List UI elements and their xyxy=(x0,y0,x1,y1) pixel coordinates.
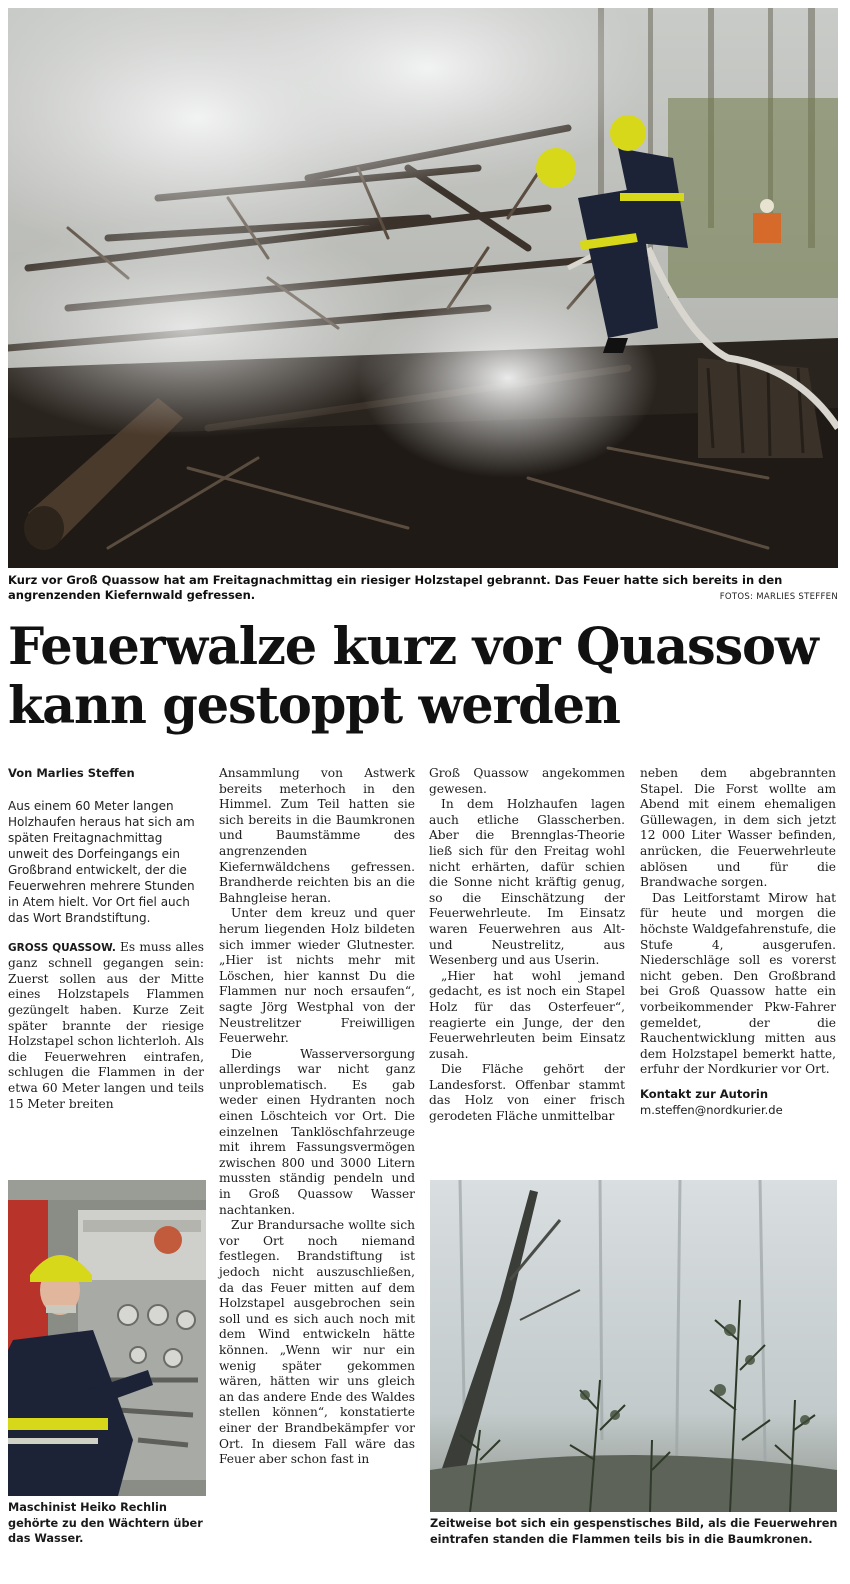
paragraph-5: In dem Holzhaufen lagen auch etliche Glasscherben. Aber die Brennglas-Theorie ließ sich für den Freitag wohl nicht erhärten, dafür schien die Sonne nicht kräftig genug, so die Einschätzung der Feuerwehrleute. Im Einsatz waren Feuerwehren aus Alt- und Neustrelitz, aus Wesenberg und aus Userin. xyxy=(429,797,625,968)
main-photo-caption: Kurz vor Groß Quassow hat am Freitagnachmittag ein riesiger Holzstapel gebrannt. Das Feuer hatte sich bereits in den angrenzenden Kiefernwald gefressen. xyxy=(8,573,783,602)
article-column-3 xyxy=(429,766,625,1125)
paragraph-1-text: Es muss alles ganz schnell gegangen sein: Zuerst sollen aus der Mitte eines Holzstapels Flammen gezüngelt haben. Kurze Zeit später brannte der riesige Holzstapel schon lichterloh. Als die Feuerwehren eintrafen, schlugen die Flammen in der etwa 60 Meter langen und teils 15 Meter breiten xyxy=(8,939,204,1111)
paragraph-1 xyxy=(8,940,204,1113)
headline xyxy=(8,618,838,736)
byline: Von Marlies Steffen xyxy=(8,766,135,780)
headline-line-1: Feuerwalze kurz vor Quassow xyxy=(8,617,818,677)
dateline: GROSS QUASSOW. xyxy=(8,941,116,954)
paragraph-4-continued: Groß Quassow angekommen gewesen. xyxy=(429,766,625,796)
machinist-caption: Maschinist Heiko Rechlin gehörte zu den Wächtern über das Wasser. xyxy=(8,1501,203,1545)
paragraph-6: „Hier hat wohl jemand gedacht, es ist noch ein Stapel Holz für das Osterfeuer“, reagierte ein Junge, der den Feuerwehrleuten beim Einsatz zusah. xyxy=(429,968,625,1061)
paragraph-2: Unter dem kreuz und quer herum liegenden Holz bildeten sich immer wieder Glutnester. „Hier ist nichts mehr mit Löschen, hier kannst Du die Flammen nur noch ersaufen“, sagte Jörg Westphal von der Neustrelitzer Freiwilligen Feuerwehr. xyxy=(219,906,415,1046)
paragraph-1-continued: Ansammlung von Astwerk bereits meterhoch in den Himmel. Zum Teil hatten sie sich bereits in die Baumkronen und Baumstämme des angrenzenden Kiefernwäldchens gefressen. Brandherde reichten bis an die Bahngleise heran. xyxy=(219,766,415,905)
author-contact xyxy=(640,1086,836,1118)
lead-paragraph: Aus einem 60 Meter langen Holzhaufen heraus hat sich am späten Freitagnachmittag unweit des Dorfeingangs ein Großbrand entwickelt, der die Feuerwehren mehrere Stunden in Atem hielt. Vor Ort fiel auch das Wort Brandstiftung. xyxy=(8,798,195,925)
paragraph-7: Die Fläche gehört der Landesforst. Offenbar stammt das Holz von einer frisch gerodeten Fläche unmittelbar xyxy=(429,1062,625,1124)
article-column-4 xyxy=(640,766,836,1118)
article-column-2 xyxy=(219,766,415,1468)
headline-line-2: kann gestoppt werden xyxy=(8,676,620,736)
photo-credit: FOTOS: MARLIES STEFFEN xyxy=(719,592,838,602)
forest-photo xyxy=(430,1180,837,1512)
paragraph-8: Das Leitforstamt Mirow hat für heute und morgen die höchste Waldgefahrenstufe, die Stufe 4, ausgerufen. Niederschläge soll es vorerst nicht geben. Den Großbrand bei Groß Quassow hatte ein vorbeikommender Pkw-Fahrer gemeldet, der die Rauchentwicklung mitten aus dem Holzstapel bemerkt hatte, erfuhr der Nordkurier vor Ort. xyxy=(640,890,836,1077)
contact-label: Kontakt zur Autorin xyxy=(640,1086,769,1101)
paragraph-4: Zur Brandursache wollte sich vor Ort noch niemand festlegen. Brandstiftung ist jedoch nicht auszuschließen, da das Feuer mitten auf dem Holzstapel ausgebrochen sein soll und es sich auch noch mit dem Wind entwickeln hätte können. „Wenn wir nur ein wenig später gekommen wären, hätten wir uns gleich an das andere Ende des Waldes stellen können“, konstatierte einer der Brandbekämpfer vor Ort. In diesem Fall wäre das Feuer aber schon fast in xyxy=(219,1218,415,1467)
machinist-photo xyxy=(8,1180,206,1496)
forest-caption: Zeitweise bot sich ein gespenstisches Bild, als die Feuerwehren eintrafen standen die Flammen teils bis in die Baumkronen. xyxy=(430,1517,838,1546)
article-column-1 xyxy=(8,766,204,1112)
paragraph-7-continued: neben dem abgebrannten Stapel. Die Forst wollte am Abend mit einem ehemaligen Güllewagen, in dem sich jetzt 12 000 Liter Wasser befinden, anrücken, die Feuerwehrleute ablösen und für die Brandwache sorgen. xyxy=(640,766,836,890)
paragraph-3: Die Wasserversorgung allerdings war nicht ganz unproblematisch. Es gab weder einen Hydranten noch einen Löschteich vor Ort. Die einzelnen Tanklöschfahrzeuge mit ihrem Fassungsvermögen zwischen 800 und 3000 Litern mussten ständig pendeln und in Groß Quassow Wasser nachtanken. xyxy=(219,1046,415,1217)
contact-email[interactable]: m.steffen@nordkurier.de xyxy=(640,1102,783,1117)
main-photo xyxy=(8,8,838,568)
